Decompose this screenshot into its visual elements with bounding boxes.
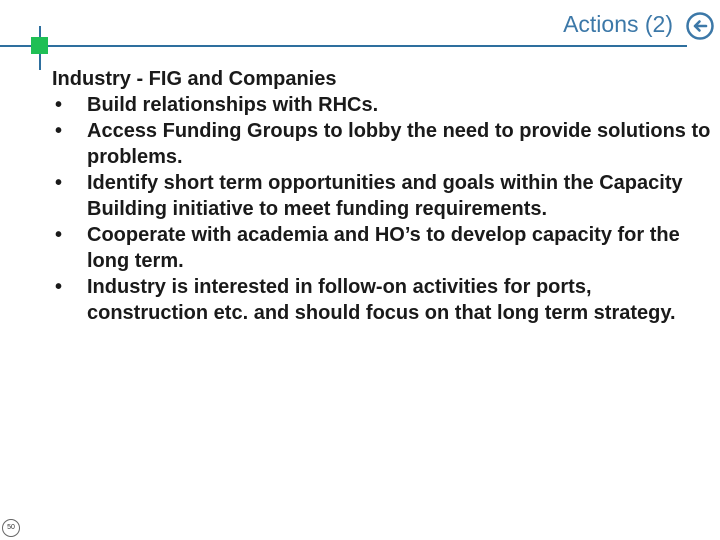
header-rule [0,45,687,47]
bullet-text: Build relationships with RHCs. [87,94,379,116]
bullet-dot: • [55,276,63,298]
green-marker [31,37,48,54]
bullet-list [52,92,712,326]
bullet-dot: • [55,94,63,116]
bullet-text: Identify short term opportunities and goals within the Capacity Building initiative to meet funding requirements. [87,172,683,220]
bullet-item [52,222,712,274]
section-heading: Industry - FIG and Companies [52,68,337,90]
bullet-item [52,118,712,170]
bullet-text: Industry is interested in follow-on activities for ports, construction etc. and should focus on that long term strategy. [87,276,676,324]
slide-content [52,66,712,326]
bullet-text: Cooperate with academia and HO’s to develop capacity for the long term. [87,224,680,272]
bullet-text: Access Funding Groups to lobby the need to provide solutions to problems. [87,120,711,168]
back-arrow-icon[interactable] [685,11,715,41]
bullet-dot: • [55,120,63,142]
bullet-item [52,92,712,118]
bullet-item [52,170,712,222]
bullet-item [52,274,712,326]
page-number: 50 [2,519,20,537]
bullet-dot: • [55,224,63,246]
bullet-dot: • [55,172,63,194]
slide-title: Actions (2) [563,11,673,37]
